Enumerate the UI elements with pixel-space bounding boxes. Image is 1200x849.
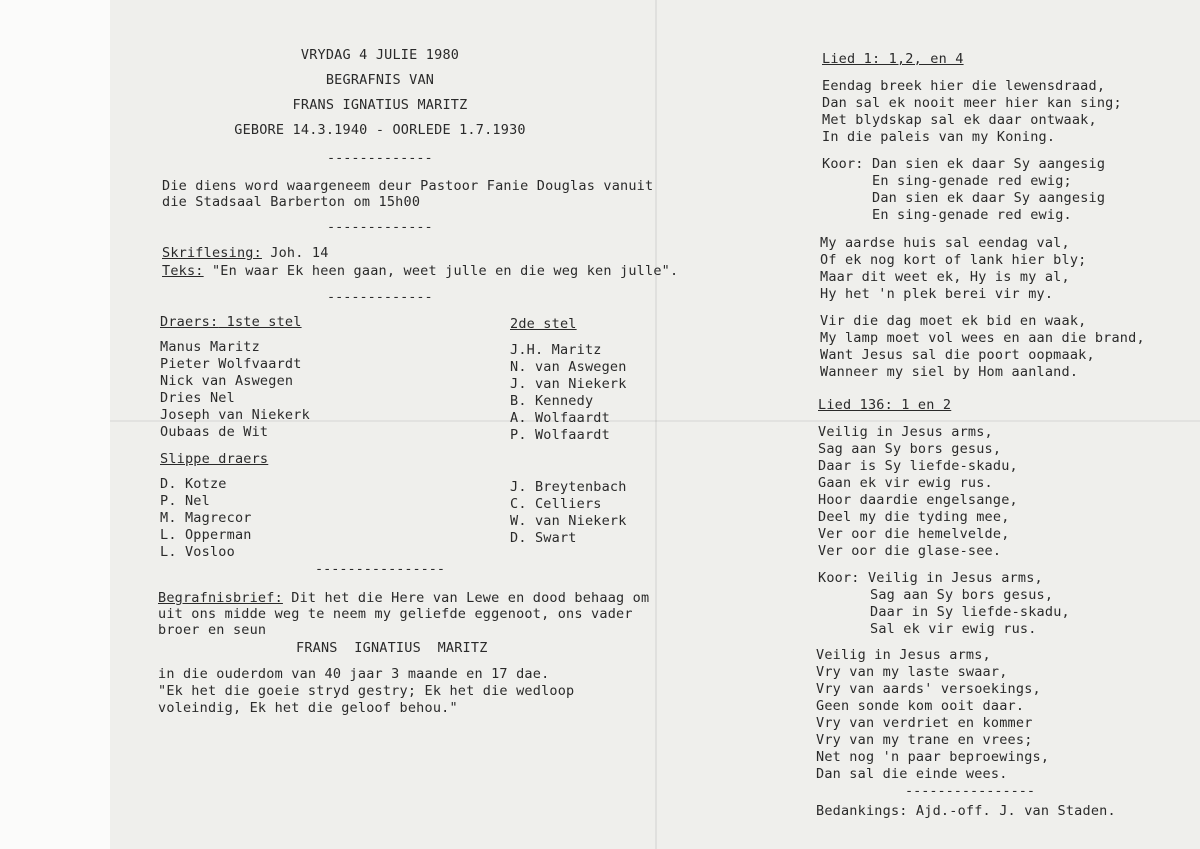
slip-bearer: C. Celliers — [510, 496, 602, 512]
header-funeral-of: BEGRAFNIS VAN — [325, 72, 435, 88]
bearer-set2: A. Wolfaardt — [510, 410, 610, 426]
text-label: Teks: — [162, 263, 204, 279]
hymn1-verse2-line: Hy het 'n plek berei vir my. — [820, 286, 1054, 302]
header-name: FRANS IGNATIUS MARITZ — [292, 97, 468, 113]
text-line — [162, 263, 678, 280]
hymn1-chorus-line: En sing-genade red ewig. — [872, 207, 1072, 223]
letter-line-6: voleindig, Ek het die geloof behou." — [158, 700, 458, 716]
scripture-value: Joh. 14 — [261, 245, 329, 261]
letter-line-2: uit ons midde weg te neem my geliefde eggenoot, ons vader — [158, 606, 633, 622]
separator-1: ------------- — [327, 150, 433, 166]
letter-line-1 — [158, 590, 649, 607]
hymn1-verse3-line: My lamp moet vol wees en aan die brand, — [820, 330, 1145, 346]
slip-bearer: P. Nel — [160, 493, 210, 509]
hymn2-verse1-line: Daar is Sy liefde-skadu, — [818, 458, 1018, 474]
slip-bearer: W. van Niekerk — [510, 513, 627, 529]
letter-line-3: broer en seun — [158, 622, 267, 638]
bearer-set1: Pieter Wolfvaardt — [160, 356, 302, 372]
hymn1-verse1-line: In die paleis van my Koning. — [822, 129, 1056, 145]
hymn2-verse2-line: Vry van my laste swaar, — [816, 664, 1008, 680]
hymn1-verse1-line: Dan sal ek nooit meer hier kan sing; — [822, 95, 1122, 111]
hymn2-verse1-line: Gaan ek vir ewig rus. — [818, 475, 993, 491]
bearer-set2: J.H. Maritz — [510, 342, 602, 358]
hymn2-verse2-line: Dan sal die einde wees. — [816, 766, 1008, 782]
hymn2-chorus-label: Koor: — [818, 570, 860, 586]
header-dates: GEBORE 14.3.1940 - OORLEDE 1.7.1930 — [234, 122, 526, 138]
hymn2-chorus-line: Sag aan Sy bors gesus, — [870, 587, 1054, 603]
bearer-set1: Joseph van Niekerk — [160, 407, 310, 423]
hymn2-verse1-line: Veilig in Jesus arms, — [818, 424, 993, 440]
letter-text-1: Dit het die Here van Lewe en dood behaag om — [282, 590, 650, 606]
thanks-line: Bedankings: Ajd.-off. J. van Staden. — [816, 803, 1116, 819]
hymn1-chorus-line — [822, 156, 1105, 173]
hymn2-verse2-line: Geen sonde kom ooit daar. — [816, 698, 1025, 714]
hymn1-chorus-line: Dan sien ek daar Sy aangesig — [872, 190, 1106, 206]
bearer-set1: Nick van Aswegen — [160, 373, 294, 389]
letter-line-4: in die ouderdom van 40 jaar 3 maande en 17 dae. — [158, 666, 550, 682]
hymn2-verse2-line: Vry van my trane en vrees; — [816, 732, 1033, 748]
fold-line-vertical — [655, 0, 657, 849]
bearer-set2: B. Kennedy — [510, 393, 594, 409]
slip-bearer: D. Kotze — [160, 476, 227, 492]
letter-label: Begrafnisbrief: — [158, 590, 283, 606]
hymn1-verse2-line: Of ek nog kort of lank hier bly; — [820, 252, 1087, 268]
separator-3: ------------- — [327, 289, 433, 305]
scripture-label: Skriflesing: — [162, 245, 262, 261]
hymn1-verse3-line: Wanneer my siel by Hom aanland. — [820, 364, 1079, 380]
hymn1-verse2-line: My aardse huis sal eendag val, — [820, 235, 1070, 251]
hymn2-verse1-line: Deel my die tyding mee, — [818, 509, 1010, 525]
hymn2-chorus-line — [818, 570, 1043, 587]
bearers-label: Draers: — [160, 314, 219, 330]
separator-4: ---------------- — [315, 561, 446, 577]
separator-5: ---------------- — [905, 783, 1036, 799]
hymn2-verse2-line: Net nog 'n paar beproewings, — [816, 749, 1050, 765]
hymn1-chorus-label: Koor: — [822, 156, 864, 172]
hymn2-verse1-line: Hoor daardie engelsange, — [818, 492, 1018, 508]
slip-bearers-heading: Slippe draers — [160, 451, 269, 467]
hymn1-verse3-line: Vir die dag moet ek bid en waak, — [820, 313, 1087, 329]
hymn1-verse2-line: Maar dit weet ek, Hy is my al, — [820, 269, 1070, 285]
hymn2-chorus-first: Veilig in Jesus arms, — [859, 570, 1043, 586]
hymn2-chorus-line: Sal ek vir ewig rus. — [870, 621, 1037, 637]
bearer-set2: P. Wolfaardt — [510, 427, 610, 443]
bearer-set2: N. van Aswegen — [510, 359, 627, 375]
letter-line-5: "Ek het die goeie stryd gestry; Ek het die wedloop — [158, 683, 575, 699]
slip-bearer: D. Swart — [510, 530, 577, 546]
bearer-set1: Manus Maritz — [160, 339, 260, 355]
service-line-2: die Stadsaal Barberton om 15h00 — [162, 194, 421, 210]
header-date: VRYDAG 4 JULIE 1980 — [300, 47, 460, 63]
hymn2-verse2-line: Vry van verdriet en kommer — [816, 715, 1033, 731]
hymn1-chorus-first: Dan sien ek daar Sy aangesig — [863, 156, 1106, 172]
hymn2-title: Lied 136: 1 en 2 — [818, 397, 952, 413]
hymn1-verse1-line: Met blydskap sal ek daar ontwaak, — [822, 112, 1097, 128]
hymn2-verse2-line: Veilig in Jesus arms, — [816, 647, 991, 663]
hymn2-verse1-line: Ver oor die hemelvelde, — [818, 526, 1010, 542]
hymn1-verse1-line: Eendag breek hier die lewensdraad, — [822, 78, 1106, 94]
bearer-set1: Oubaas de Wit — [160, 424, 269, 440]
slip-bearer: J. Breytenbach — [510, 479, 627, 495]
slip-bearer: L. Opperman — [160, 527, 252, 543]
bearer-set1: Dries Nel — [160, 390, 235, 406]
letter-name: FRANS IGNATIUS MARITZ — [296, 640, 488, 656]
slip-bearer: L. Vosloo — [160, 544, 235, 560]
separator-2: ------------- — [327, 219, 433, 235]
text-value: "En waar Ek heen gaan, weet julle en die weg ken julle". — [203, 263, 679, 279]
slip-bearer: M. Magrecor — [160, 510, 252, 526]
hymn1-chorus-line: En sing-genade red ewig; — [872, 173, 1072, 189]
bearers-second-set: 2de stel — [510, 316, 577, 332]
hymn2-verse2-line: Vry van aards' versoekings, — [816, 681, 1041, 697]
bearers-first-set: 1ste stel — [218, 314, 302, 330]
bearer-set2: J. van Niekerk — [510, 376, 627, 392]
scripture-line — [162, 245, 329, 262]
hymn2-verse1-line: Sag aan Sy bors gesus, — [818, 441, 1002, 457]
hymn1-verse3-line: Want Jesus sal die poort oopmaak, — [820, 347, 1095, 363]
service-line-1: Die diens word waargeneem deur Pastoor Fanie Douglas vanuit — [162, 178, 654, 194]
hymn2-verse1-line: Ver oor die glase-see. — [818, 543, 1002, 559]
hymn1-title: Lied 1: 1,2, en 4 — [822, 51, 964, 67]
bearers-heading — [160, 314, 302, 331]
hymn2-chorus-line: Daar in Sy liefde-skadu, — [870, 604, 1070, 620]
